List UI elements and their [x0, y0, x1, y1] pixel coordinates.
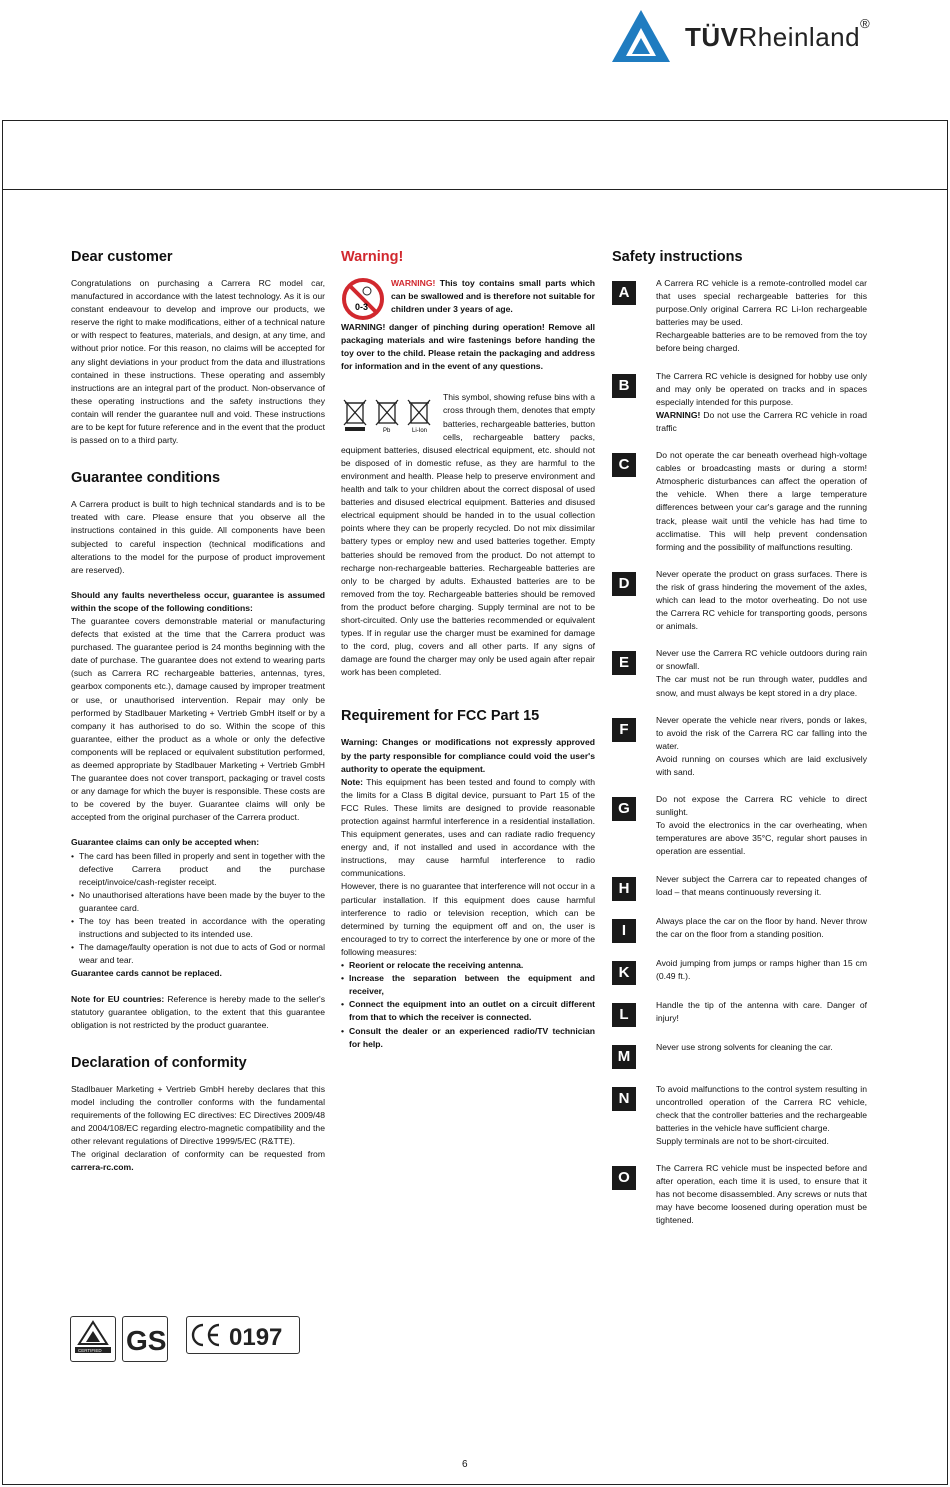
safety-item-i — [612, 915, 867, 943]
safety-text: Avoid jumping from jumps or ramps higher than 15 cm (0.49 ft.). — [656, 957, 867, 981]
safety-item-h — [612, 873, 867, 901]
tuv-rheinland-logo: TÜVRheinland® — [610, 8, 930, 68]
no-children-under-3-icon — [341, 277, 385, 321]
safety-item-b — [612, 370, 867, 435]
safety-letter-badge: E — [612, 651, 636, 675]
safety-text: Never operate the product on grass surfaces. There is the risk of grass hindering the movement of the axles, which can lead to the motor overheating. Do not use the Carrera RC vehicle for transporting goods, persons or animals. — [656, 568, 867, 632]
crossed-bin-li-ion-icon — [405, 397, 433, 433]
safety-text: Never operate the vehicle near rivers, ponds or lakes, to avoid the risk of the Carrera RC car falling into the water. — [656, 714, 867, 751]
safety-item-k — [612, 957, 867, 985]
guarantee-claims-list — [71, 850, 325, 968]
safety-item-f — [612, 714, 867, 779]
svg-text:CERTIFIED: CERTIFIED — [78, 1348, 102, 1353]
safety-text-2: Avoid running on courses which are laid exclusively with sand. — [656, 753, 867, 777]
safety-letter-badge: H — [612, 877, 636, 901]
fcc-interference: However, there is no guarantee that interference will not occur in a particular installation. If this equipment does cause harmful interference to radio or television reception, which can be determined by turning the equipment off and on, the user is encouraged to try to correct the interference by one or more of the following measures: — [341, 881, 595, 957]
safety-item-d — [612, 568, 867, 633]
dear-customer-heading: Dear customer — [71, 249, 173, 265]
safety-letter-badge: A — [612, 281, 636, 305]
fcc-heading: Requirement for FCC Part 15 — [341, 708, 540, 725]
ce-0197-mark-icon — [186, 1316, 300, 1354]
svg-text:0-3: 0-3 — [355, 302, 369, 312]
safety-text: Do not expose the Carrera RC vehicle to direct sunlight. — [656, 794, 867, 818]
safety-item-g — [612, 793, 867, 858]
safety-letter-badge: L — [612, 1003, 636, 1027]
fcc-warning: Warning: Changes or modifications not expressly approved by the party responsible for compliance could void the user's authority to operate the equipment. — [341, 737, 595, 774]
svg-text:GS: GS — [126, 1325, 167, 1356]
recycling-text: This symbol, showing refuse bins with a cross through them, denotes that empty batteries, rechargeable batteries, button cells, rechargeable battery packs, equipment batteries, disused electrical equipment, etc. should not be disposed of in domestic refuse, as they are harmful to the environment and health. Please help to preserve environment and health and talk to your children about the correct disposal of used batteries and disused electrical equipment. Batteries and disused electrical equipment should be handed in to the usual collection points where they can be properly recycled. Do not mix dissimilar battery types or employ new and used batteries together. Empty batteries should be removed from the product. Do not attempt to recharge non-rechargeable batteries. Rechargeable batteries are only to be charged by adults. Exhausted batteries are to be removed from the toy. Rechargeable batteries should be removed from the product before charging. Supply terminal are not to be short-circuited. Only use the batteries recommended or equivalent types. If in regular use the charger must be examined for damage to the cord, plug, covers and all other parts. If any signs of damage are found the charger may only be used again after repair work has been completed. — [341, 392, 595, 678]
fcc-note: Note: This equipment has been tested and found to comply with the limits for a Class B digital device, pursuant to Part 15 of the FCC Rules. These limits are designed to provide reasonable protection against harmful interference in a residential installation. This equipment generates, uses and can radiate radio frequency energy and, if not installed and used in accordance with the instructions, may cause harmful interference to radio communications. — [341, 776, 595, 879]
warning-small-parts: WARNING! This toy contains small parts which can be swallowed and is therefore not suitable for children under 3 years of age. — [391, 278, 595, 315]
list-item: • No unauthorised alterations have been made by the buyer to the guarantee card. — [71, 889, 325, 915]
conformity-heading: Declaration of conformity — [71, 1054, 247, 1071]
list-item: • The card has been filled in properly and sent in together with the defective Carrera product and the purchase receipt/invoice/cash-register receipt. — [71, 850, 325, 889]
safety-text-2: The car must not be run through water, puddles and snow, and must always be kept stored in a dry place. — [656, 674, 867, 698]
guarantee-text-1: A Carrera product is built to high technical standards and is to be treated with care. Please ensure that you observe all the instructions contained in this guide. All components have been subjected to careful inspection (technical modifications and alterations to the model for the purpose of product improvement are reserved). — [71, 499, 325, 575]
safety-instructions-list — [612, 277, 867, 1228]
list-item: • Consult the dealer or an experienced radio/TV technician for help. — [341, 1025, 595, 1051]
guarantee-heading: Guarantee conditions — [71, 470, 221, 487]
safety-text-2: To avoid the electronics in the car overheating, when temperatures are above 35°C, regular short pauses in operation are essential. — [656, 820, 867, 857]
safety-text: To avoid malfunctions to the control system resulting in uncontrolled operation of the Carrera RC vehicle, check that the controller batteries and the rechargeable batteries in the vehicle have sufficient charge. — [656, 1083, 867, 1133]
safety-letter-badge: M — [612, 1045, 636, 1069]
carrera-link[interactable]: carrera-rc.com. — [71, 1162, 134, 1173]
safety-item-o — [612, 1162, 867, 1227]
conformity-text: Stadlbauer Marketing + Vertrieb GmbH hereby declares that this model including the controller conforms with the fundamental requirements of the following EC directives: EC Directives 2009/48 and 2004/108/EC regarding electro-magnetic compatibility and the other relevant regulations of Directive 1999/5/EC (R&TTE). — [71, 1083, 325, 1147]
safety-letter-badge: I — [612, 919, 636, 943]
safety-text: The Carrera RC vehicle is designed for hobby use only and may only be operated on tracks and in spaces especially intended for this purpose. — [656, 370, 867, 407]
safety-letter-badge: B — [612, 374, 636, 398]
column-middle — [341, 248, 595, 1051]
page-number: 6 — [462, 1459, 468, 1470]
safety-text: Never use the Carrera RC vehicle outdoors during rain or snowfall. — [656, 648, 867, 672]
warning-pinching: WARNING! danger of pinching during operation! Remove all packaging materials and wire fastenings before handing the toy over to the child. Please retain the packaging and address for information and in the event of any questions. — [341, 322, 595, 372]
tuv-certified-icon — [70, 1316, 116, 1362]
safety-text-2: Supply terminals are not to be short-circuited. — [656, 1135, 829, 1146]
safety-letter-badge: N — [612, 1087, 636, 1111]
safety-text: Handle the tip of the antenna with care. Danger of injury! — [656, 999, 867, 1023]
safety-text-2: Rechargeable batteries are to be removed from the toy before being charged. — [656, 330, 867, 354]
conformity-request-text: The original declaration of conformity can be requested from carrera-rc.com. — [71, 1149, 325, 1173]
guarantee-claims-title: Guarantee claims can only be accepted when: — [71, 837, 260, 848]
svg-text:Li-Ion: Li-Ion — [412, 428, 428, 434]
safety-text: Do not operate the car beneath overhead high-voltage cables or broadcasting masts or during a storm! Atmospheric disturbances can affect the operation of the vehicle. When there a large temperature differences between your car's garage and the running track, please wait until the vehicle has had time to acclimatise. This will help prevent condensation forming and the possibility of malfunctions resulting. — [656, 450, 867, 552]
safety-item-a — [612, 277, 867, 356]
dear-customer-text: Congratulations on purchasing a Carrera RC model car, manufactured in accordance with the latest technology. As it is our constant endeavour to develop and improve our products, we reserve the right to make modifications, either of a technical nature or with respect to features, materials, and design, at any time, and without prior notice. For this reason, no claims will be accepted for any slight deviations in your product from the data and illustrations contained in these instructions. These operating and assembly instructions are an integral part of the product. Non-observance of these operating instructions and the safety instructions they contain will render the guarantee null and void. These instructions are to be kept for future reference and in the event that the product is passed on to a third party. — [71, 278, 325, 446]
safety-text: Never use strong solvents for cleaning the car. — [656, 1041, 833, 1052]
svg-text:Pb: Pb — [383, 428, 391, 434]
safety-text: Never subject the Carrera car to repeated changes of load – that means continuously reversing it. — [656, 873, 867, 897]
fcc-measures-list — [341, 959, 595, 1051]
header-divider — [2, 189, 948, 190]
list-item: • The toy has been treated in accordance with the operating instructions and subjected to its intended use. — [71, 915, 325, 941]
safety-heading: Safety instructions — [612, 249, 743, 265]
tuv-triangle-icon — [610, 8, 672, 64]
safety-item-e — [612, 647, 867, 699]
safety-text: A Carrera RC vehicle is a remote-controlled model car that uses special rechargeable batteries for this purpose.Only original Carrera RC Li-Ion rechargeable batteries may be used. — [656, 278, 867, 328]
safety-text: The Carrera RC vehicle must be inspected before and after operation, each time it is used, to ensure that it has not become disassembled. Any screws or nuts that may have become loosened during operation must be tightened. — [656, 1163, 867, 1226]
column-left — [71, 248, 325, 1174]
guarantee-cards-note: Guarantee cards cannot be replaced. — [71, 968, 222, 979]
gs-mark-icon — [122, 1316, 168, 1362]
safety-letter-badge: C — [612, 453, 636, 477]
crossed-bin-pb-icon — [373, 397, 401, 433]
guarantee-text-2: The guarantee covers demonstrable material or manufacturing defects that existed at the time that the Carrera product was purchased. The guarantee period is 24 months beginning with the date of purchase. The guarantee does not extend to wearing parts (such as Carrera RC rechargeable batteries, antennas, tyres, gearbox components etc.), damage caused by improper treatment or use, or unauthorised intervention. Repair may only be performed by Stadlbauer Marketing + Vertrieb GmbH itself or by a company it has authorised to do so. Within the scope of this guarantee, either the product as a whole or only the defective components will be replaced or equivalent substitution performed, as deemed appropriate by Stadlbauer Marketing + Vertrieb GmbH The guarantee does not cover transport, packaging or travel costs or any damage for which the buyer is responsible. These costs are to be covered by the buyer. Guarantee claims will only be accepted from the original purchaser of the Carrera product. — [71, 615, 325, 823]
safety-text: Always place the car on the floor by hand. Never throw the car on the floor from a standing position. — [656, 915, 867, 939]
crossed-bin-icons — [341, 391, 433, 433]
eu-note: Note for EU countries: Reference is hereby made to the seller's statutory guarantee obligation, to the extent that this guarantee obligation is not restricted by the product guarantee. — [71, 993, 325, 1030]
safety-text-2: WARNING! Do not use the Carrera RC vehicle in road traffic — [656, 409, 867, 433]
safety-item-c — [612, 449, 867, 554]
svg-text:0197: 0197 — [229, 1324, 283, 1351]
safety-letter-badge: O — [612, 1166, 636, 1190]
safety-item-l — [612, 999, 867, 1027]
crossed-bin-icon — [341, 397, 369, 433]
certification-logos — [70, 1316, 300, 1362]
guarantee-conditions-bold: Should any faults nevertheless occur, guarantee is assumed within the scope of the following conditions: — [71, 589, 325, 613]
warning-heading: Warning! — [341, 249, 404, 265]
list-item: • Increase the separation between the equipment and receiver, — [341, 972, 595, 998]
safety-item-n — [612, 1083, 867, 1148]
column-right — [612, 248, 867, 1242]
list-item: • The damage/faulty operation is not due to acts of God or normal wear and tear. — [71, 941, 325, 967]
safety-letter-badge: K — [612, 961, 636, 985]
safety-letter-badge: D — [612, 572, 636, 596]
list-item: • Connect the equipment into an outlet on a circuit different from that to which the receiver is connected. — [341, 998, 595, 1024]
safety-letter-badge: G — [612, 797, 636, 821]
safety-item-m — [612, 1041, 867, 1069]
list-item: • Reorient or relocate the receiving antenna. — [341, 959, 595, 972]
safety-letter-badge: F — [612, 718, 636, 742]
